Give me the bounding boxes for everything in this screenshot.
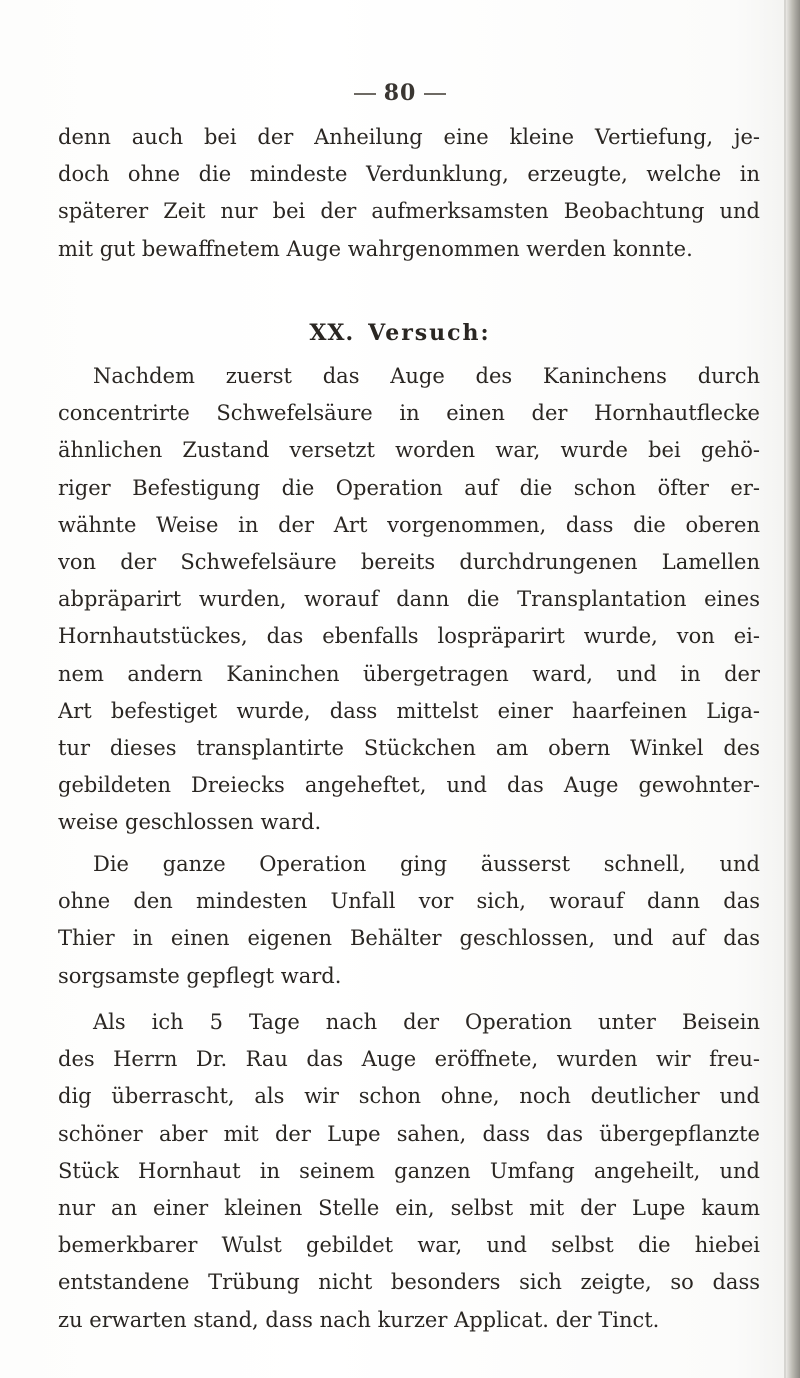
heading-word: Versuch:: [368, 320, 491, 346]
text-line: Stück Hornhaut in seinem ganzen Umfang angeheilt, und: [58, 1158, 760, 1183]
text-line: nem andern Kaninchen übergetragen ward, und in der: [58, 661, 760, 686]
text-line: ohne den mindesten Unfall vor sich, worauf dann das: [58, 889, 760, 914]
paragraph-2: [58, 846, 760, 995]
text-line: bemerkbarer Wulst gebildet war, und selbst die hiebei: [58, 1233, 760, 1258]
text-line: zu erwarten stand, dass nach kurzer Applicat. der Tinct.: [58, 1307, 660, 1332]
right-dash: [424, 93, 446, 95]
text-line: von der Schwefelsäure bereits durchdrungenen Lamellen: [58, 549, 760, 574]
text-line: Art befestiget wurde, dass mittelst einer haarfeinen Liga-: [58, 698, 760, 723]
text-line: weise geschlossen ward.: [58, 810, 322, 835]
text-line: mit gut bewaffnetem Auge wahrgenommen werden konnte.: [58, 236, 693, 261]
text-line: Thier in einen eigenen Behälter geschlossen, und auf das: [58, 926, 760, 951]
paragraph-1: [58, 358, 760, 841]
section-heading: [0, 320, 800, 346]
book-spine-edge: [786, 0, 800, 1378]
text-line: gebildeten Dreiecks angeheftet, und das Auge gewohnter-: [58, 773, 760, 798]
text-line: denn auch bei der Anheilung eine kleine Vertiefung, je-: [58, 125, 760, 149]
text-line: ähnlichen Zustand versetzt worden war, wurde bei gehö-: [58, 438, 760, 463]
page-number-header: [0, 80, 800, 106]
text-line: Nachdem zuerst das Auge des Kaninchens durch: [93, 364, 760, 388]
text-line: Hornhautstückes, das ebenfalls lospräparirt wurde, von ei-: [58, 624, 760, 649]
text-line: sorgsamste gepflegt ward.: [58, 963, 342, 988]
text-line: entstandene Trübung nicht besonders sich zeigte, so dass: [58, 1270, 760, 1295]
text-line: schöner aber mit der Lupe sahen, dass das übergepflanzte: [58, 1121, 760, 1146]
text-line: concentrirte Schwefelsäure in einen der Hornhautflecke: [58, 401, 760, 426]
text-line: späterer Zeit nur bei der aufmerksamsten Beobachtung und: [58, 199, 760, 224]
text-line: tur dieses transplantirte Stückchen am obern Winkel des: [58, 735, 760, 760]
text-line: des Herrn Dr. Rau das Auge eröffnete, wurden wir freu-: [58, 1047, 760, 1072]
paragraph-3: [58, 1004, 760, 1339]
text-line: nur an einer kleinen Stelle ein, selbst mit der Lupe kaum: [58, 1195, 760, 1220]
text-line: Als ich 5 Tage nach der Operation unter Beisein: [93, 1010, 760, 1034]
text-line: Die ganze Operation ging äusserst schnell, und: [93, 852, 760, 876]
heading-number: XX.: [309, 320, 355, 346]
text-line: dig überrascht, als wir schon ohne, noch deutlicher und: [58, 1084, 760, 1109]
paragraph-intro: [58, 119, 760, 268]
text-line: wähnte Weise in der Art vorgenommen, dass die oberen: [58, 512, 760, 537]
page-number: 80: [383, 80, 417, 106]
text-line: abpräparirt wurden, worauf dann die Transplantation eines: [58, 587, 760, 612]
text-line: riger Befestigung die Operation auf die schon öfter er-: [58, 475, 760, 500]
text-line: doch ohne die mindeste Verdunklung, erzeugte, welche in: [58, 162, 760, 187]
left-dash: [354, 93, 376, 95]
